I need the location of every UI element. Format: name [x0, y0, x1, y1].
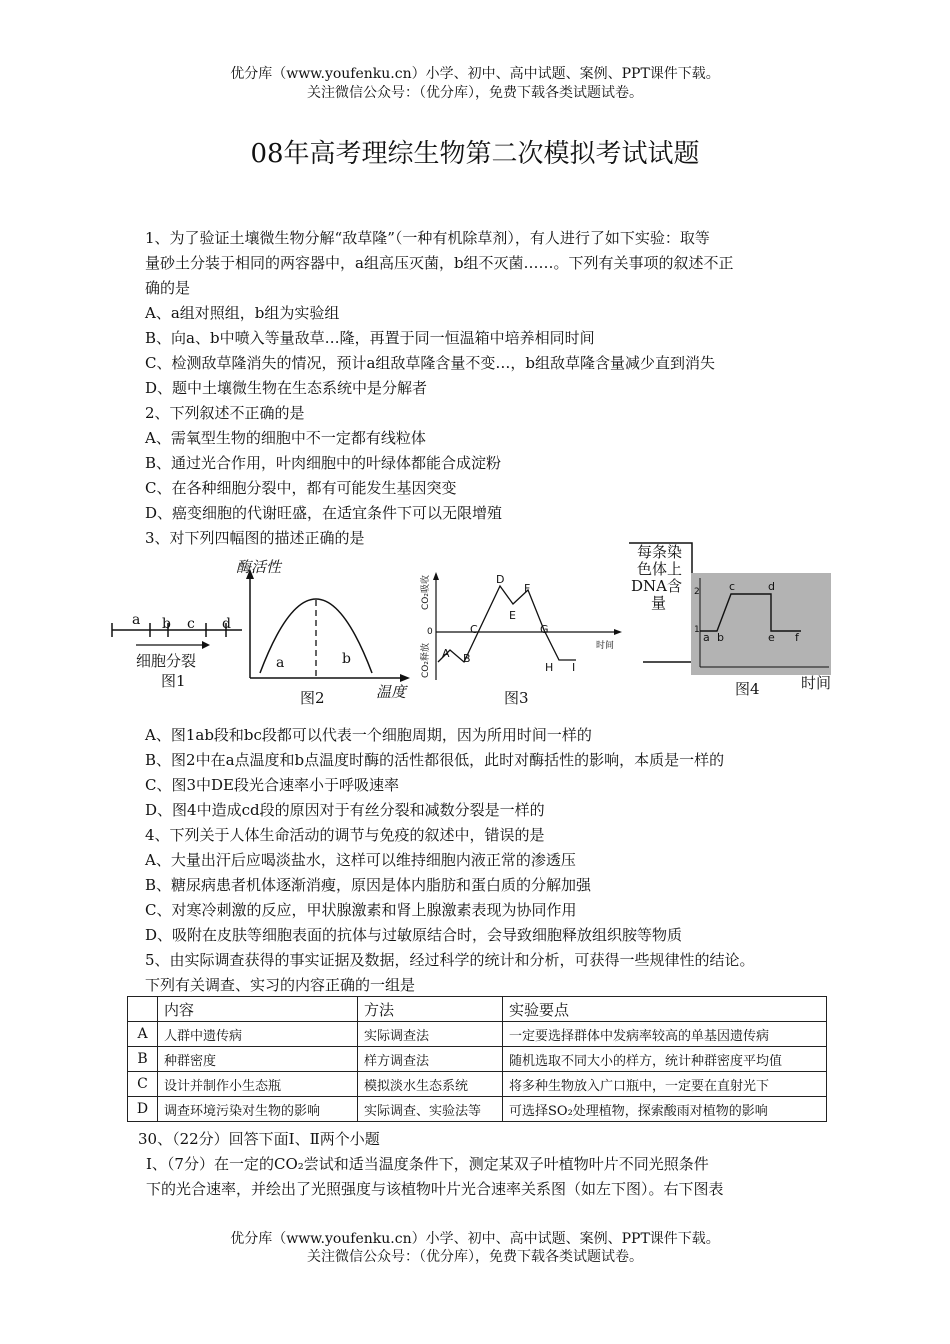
fig4-ylabel-line-4: 量 [651, 594, 667, 612]
table-cell-point: 可选择SO₂处理植物，探索酸雨对植物的影响 [503, 1097, 827, 1122]
fig3-xlabel: 时间 [596, 641, 615, 651]
table-cell-method: 实际调查、实验法等 [358, 1097, 503, 1122]
fig4-point-a: a [703, 631, 710, 644]
q4-option-c: C、对寒冷刺激的反应，甲状腺激素和肾上腺激素表现为协同作用 [145, 901, 577, 919]
table-header-content: 内容 [158, 997, 358, 1022]
table-cell-content: 设计并制作小生态瓶 [158, 1072, 358, 1097]
table-header-key [128, 997, 158, 1022]
fig1-point-b: b [162, 616, 171, 632]
q3-option-b: B、图2中在a点温度和b点温度时酶的活性都很低，此时对酶括性的影响，本质是一样的 [145, 751, 725, 769]
fig3-point-e: E [509, 609, 516, 622]
q1-option-d: D、题中土壤微生物在生态系统中是分解者 [145, 379, 428, 397]
page-header-line-1: 优分库（www.youfenku.cn）小学、初中、高中试题、案例、PPT课件下载。 [230, 66, 720, 82]
table-row [128, 1047, 827, 1072]
fig4-tick-1: 1 [694, 625, 700, 635]
q4-option-d: D、吸附在皮肤等细胞表面的抗体与过敏原结合时，会导致细胞释放组织胺等物质 [145, 926, 683, 944]
fig4-ylabel-line-3: DNA含 [631, 577, 682, 595]
fig1-point-a: a [132, 612, 141, 628]
q2-option-a: A、需氧型生物的细胞中不一定都有线粒体 [145, 429, 426, 447]
fig4-ylabel-line-2: 色体上 [637, 560, 683, 578]
figure-3 [418, 570, 633, 710]
table-header-point: 实验要点 [503, 997, 827, 1022]
fig4-xlabel: 时间 [801, 674, 832, 692]
q1-option-a: A、a组对照组，b组为实验组 [145, 304, 340, 322]
table-cell-point: 一定要选择群体中发病率较高的单基因遗传病 [503, 1022, 827, 1047]
figure-1 [108, 605, 243, 690]
table-cell-point: 将多种生物放入广口瓶中，一定要在直射光下 [503, 1072, 827, 1097]
fig4-tick-2: 2 [694, 587, 700, 597]
table-row [128, 1072, 827, 1097]
table-header-method: 方法 [358, 997, 503, 1022]
fig4-ylabel-line-1: 每条染 [637, 543, 683, 561]
q5-table [127, 996, 827, 1122]
fig4-caption: 图4 [735, 680, 760, 698]
fig3-ylabel-top: CO₂吸收 [421, 575, 431, 610]
q30-part1-line-2: 下的光合速率，并绘出了光照强度与该植物叶片光合速率关系图（如左下图）。右下图表 [146, 1180, 724, 1198]
page-header-line-2: 关注微信公众号：（优分库），免费下载各类试题试卷。 [307, 85, 643, 101]
q1-option-b: B、向a、b中喷入等量敌草…隆，再置于同一恒温箱中培养相同时间 [145, 329, 595, 347]
fig3-point-a: A [442, 647, 450, 660]
q3-option-c: C、图3中DE段光合速率小于呼吸速率 [145, 776, 399, 794]
fig3-origin: 0 [427, 627, 433, 637]
fig2-caption: 图2 [300, 689, 325, 707]
q2-option-d: D、癌变细胞的代谢旺盛，在适宜条件下可以无限增殖 [145, 504, 503, 522]
fig4-point-c: c [729, 580, 736, 593]
fig3-point-b: B [463, 652, 471, 665]
fig2-point-a: a [276, 655, 285, 671]
table-cell-key: A [128, 1022, 158, 1047]
q3-stem: 3、对下列四幅图的描述正确的是 [145, 529, 365, 547]
q2-option-c: C、在各种细胞分裂中，都有可能发生基因突变 [145, 479, 457, 497]
fig2-xlabel: 温度 [376, 683, 407, 701]
fig4-point-f: f [795, 631, 799, 644]
q1-stem-line-2: 量砂土分装于相同的两容器中，a组高压灭菌，b组不灭菌……。下列有关事项的叙述不正 [145, 254, 734, 272]
fig4-point-b: b [717, 631, 724, 644]
table-cell-point: 随机选取不同大小的样方，统计种群密度平均值 [503, 1047, 827, 1072]
table-cell-method: 模拟淡水生态系统 [358, 1072, 503, 1097]
q4-option-a: A、大量出汗后应喝淡盐水，这样可以维持细胞内液正常的渗透压 [145, 851, 576, 869]
q4-option-b: B、糖尿病患者机体逐渐消瘦，原因是体内脂肪和蛋白质的分解加强 [145, 876, 592, 894]
q2-option-b: B、通过光合作用，叶肉细胞中的叶绿体都能合成淀粉 [145, 454, 502, 472]
q3-option-d: D、图4中造成cd段的原因对于有丝分裂和减数分裂是一样的 [145, 801, 545, 819]
page-footer-line-1: 优分库（www.youfenku.cn）小学、初中、高中试题、案例、PPT课件下载。 [230, 1231, 720, 1247]
q30-stem: 30、（22分）回答下面Ⅰ、Ⅱ两个小题 [138, 1130, 380, 1148]
fig4-point-e: e [768, 631, 775, 644]
q3-option-a: A、图1ab段和bc段都可以代表一个细胞周期，因为所用时间一样的 [145, 726, 592, 744]
q5-stem-line-1: 5、由实际调查获得的事实证据及数据，经过科学的统计和分析，可获得一些规律性的结论。 [145, 951, 755, 969]
fig4-point-d: d [768, 580, 775, 593]
figure-4 [625, 540, 840, 700]
page-footer-line-2: 关注微信公众号：（优分库），免费下载各类试题试卷。 [307, 1249, 643, 1265]
table-cell-content: 人群中遗传病 [158, 1022, 358, 1047]
table-cell-method: 样方调查法 [358, 1047, 503, 1072]
table-cell-method: 实际调查法 [358, 1022, 503, 1047]
fig1-caption: 图1 [161, 672, 186, 690]
fig3-point-h: H [545, 661, 554, 674]
figure-2 [230, 555, 415, 707]
fig3-caption: 图3 [504, 689, 529, 707]
q1-stem-line-3: 确的是 [145, 279, 191, 297]
fig2-ylabel: 酶活性 [236, 558, 282, 576]
fig1-point-d: d [222, 616, 231, 632]
table-cell-content: 种群密度 [158, 1047, 358, 1072]
fig3-point-i: I [572, 661, 576, 674]
fig1-point-c: c [187, 616, 195, 632]
fig3-point-f: F [524, 582, 531, 595]
q1-option-c: C、检测敌草隆消失的情况，预计a组敌草隆含量不变…，b组敌草隆含量减少直到消失 [145, 354, 716, 372]
q4-stem: 4、下列关于人体生命活动的调节与免疫的叙述中，错误的是 [145, 826, 545, 844]
q5-stem-line-2: 下列有关调查、实习的内容正确的一组是 [145, 976, 416, 994]
table-header-row [128, 997, 827, 1022]
fig2-point-b: b [342, 651, 351, 667]
fig1-label: 细胞分裂 [136, 652, 197, 670]
q2-stem: 2、下列叙述不正确的是 [145, 404, 305, 422]
table-cell-key: D [128, 1097, 158, 1122]
table-cell-content: 调查环境污染对生物的影响 [158, 1097, 358, 1122]
q30-part1-line-1: Ⅰ、（7分）在一定的CO₂尝试和适当温度条件下，测定某双子叶植物叶片不同光照条件 [146, 1155, 709, 1173]
table-cell-key: C [128, 1072, 158, 1097]
page-title: 08年高考理综生物第二次模拟考试试题 [250, 139, 700, 169]
fig3-point-d: D [496, 573, 505, 586]
fig3-point-g: G [540, 623, 549, 636]
fig3-point-c: C [470, 623, 478, 636]
table-cell-key: B [128, 1047, 158, 1072]
table-row [128, 1097, 827, 1122]
fig3-ylabel-bottom: CO₂释放 [421, 643, 431, 678]
table-row [128, 1022, 827, 1047]
q1-stem-line-1: 1、为了验证土壤微生物分解“敌草隆”（一种有机除草剂），有人进行了如下实验：取等 [145, 229, 710, 247]
